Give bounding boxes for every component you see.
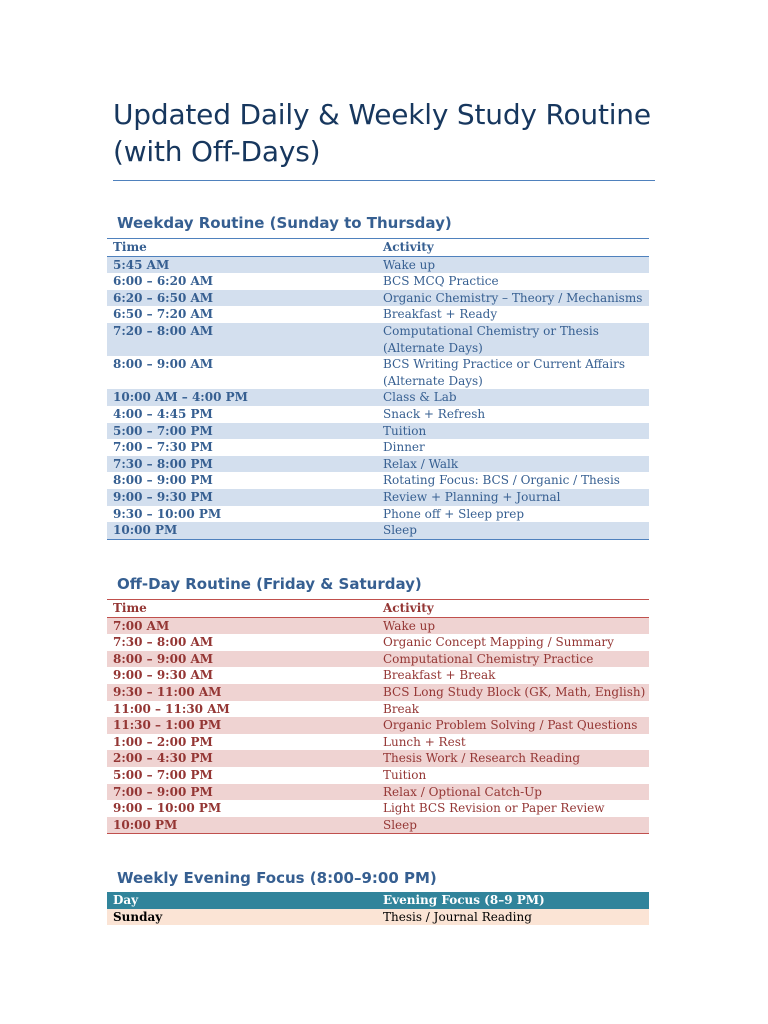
time-cell: 9:00 – 9:30 AM (113, 668, 214, 683)
table-row (107, 667, 649, 684)
activity-cell: Snack + Refresh (383, 406, 486, 421)
table-row (107, 617, 649, 634)
table-row (107, 439, 649, 456)
activity-cell: Wake up (383, 618, 436, 633)
activity-column-header: Activity (377, 600, 649, 618)
time-cell: 8:00 – 9:00 AM (113, 357, 214, 372)
activity-cell: Sleep (377, 522, 649, 539)
table-row (107, 306, 649, 323)
time-cell: 2:00 – 4:30 PM (113, 751, 213, 766)
evening-focus-heading: Weekly Evening Focus (8:00–9:00 PM) (117, 869, 437, 887)
table-row (107, 909, 649, 926)
time-cell: 6:20 – 6:50 AM (113, 290, 214, 305)
focus-column-header: Evening Focus (8–9 PM) (377, 892, 649, 909)
table-row (107, 817, 649, 834)
table-row (107, 472, 649, 489)
table-row (107, 456, 649, 473)
table-row (107, 784, 649, 801)
activity-cell: Computational Chemistry or Thesis (Alternate Days) (383, 323, 599, 355)
table-row (107, 634, 649, 651)
time-cell: 8:00 – 9:00 AM (113, 651, 214, 666)
table-header-row (107, 239, 649, 257)
activity-cell: Organic Chemistry – Theory / Mechanisms (383, 290, 643, 305)
time-cell: 7:20 – 8:00 AM (113, 323, 214, 338)
time-cell: 5:45 AM (113, 257, 170, 272)
table-row (107, 356, 649, 389)
activity-cell: Phone off + Sleep prep (383, 506, 525, 521)
table-row (107, 717, 649, 734)
table-row (107, 522, 649, 539)
activity-column-header: Activity (377, 239, 649, 257)
time-cell: 1:00 – 2:00 PM (113, 734, 213, 749)
table-row (107, 506, 649, 523)
table-row (107, 273, 649, 290)
activity-cell: BCS Writing Practice or Current Affairs (Alternate Days) (383, 357, 625, 388)
activity-cell: Sleep (377, 817, 649, 834)
table-row (107, 389, 649, 406)
activity-cell: Organic Concept Mapping / Summary (383, 635, 614, 650)
time-column-header: Time (107, 600, 377, 618)
time-cell: 10:00 AM – 4:00 PM (113, 390, 248, 405)
table-row (107, 800, 649, 817)
title-underline (113, 180, 655, 181)
day-column-header: Day (107, 892, 377, 909)
time-cell: 8:00 – 9:00 PM (113, 473, 213, 488)
table-row (107, 423, 649, 440)
activity-cell: BCS Long Study Block (GK, Math, English) (383, 684, 646, 699)
time-cell: 7:30 – 8:00 AM (113, 635, 214, 650)
table-row (107, 701, 649, 718)
time-cell: 5:00 – 7:00 PM (113, 767, 213, 782)
time-cell: 9:00 – 10:00 PM (113, 801, 222, 816)
activity-cell: Thesis Work / Research Reading (383, 751, 580, 766)
table-row (107, 767, 649, 784)
activity-cell: Computational Chemistry Practice (383, 651, 594, 666)
document-title: Updated Daily & Weekly Study Routine (with Off-Days) (113, 98, 651, 168)
activity-cell: BCS MCQ Practice (383, 274, 499, 289)
time-cell: 7:00 AM (113, 618, 170, 633)
weekday-heading: Weekday Routine (Sunday to Thursday) (117, 214, 452, 232)
table-row (107, 651, 649, 668)
offday-table (107, 599, 649, 834)
activity-cell: Class & Lab (383, 390, 457, 405)
time-cell: 5:00 – 7:00 PM (113, 423, 213, 438)
time-cell: 10:00 PM (107, 522, 377, 539)
activity-cell: Tuition (383, 767, 427, 782)
activity-cell: Break (383, 701, 420, 716)
time-cell: 7:00 – 9:00 PM (113, 784, 213, 799)
activity-cell: Organic Problem Solving / Past Questions (383, 718, 638, 733)
day-cell: Sunday (107, 909, 377, 926)
activity-cell: Rotating Focus: BCS / Organic / Thesis (383, 473, 620, 488)
time-cell: 7:30 – 8:00 PM (113, 456, 213, 471)
activity-cell: Review + Planning + Journal (383, 489, 561, 504)
time-cell: 6:50 – 7:20 AM (113, 307, 214, 322)
activity-cell: Breakfast + Break (383, 668, 496, 683)
time-cell: 9:30 – 10:00 PM (113, 506, 222, 521)
table-row (107, 684, 649, 701)
time-cell: 11:00 – 11:30 AM (113, 701, 230, 716)
activity-cell: Light BCS Revision or Paper Review (383, 801, 605, 816)
table-row (107, 734, 649, 751)
offday-heading: Off-Day Routine (Friday & Saturday) (117, 575, 422, 593)
table-row (107, 256, 649, 273)
time-cell: 7:00 – 7:30 PM (113, 440, 213, 455)
activity-cell: Relax / Optional Catch-Up (383, 784, 542, 799)
table-header-row (107, 600, 649, 618)
table-header-row (107, 892, 649, 909)
activity-cell: Relax / Walk (383, 456, 459, 471)
time-cell: 10:00 PM (107, 817, 377, 834)
time-column-header: Time (107, 239, 377, 257)
time-cell: 11:30 – 1:00 PM (113, 718, 222, 733)
activity-cell: Breakfast + Ready (383, 307, 498, 322)
weekday-table (107, 238, 649, 540)
table-row (107, 489, 649, 506)
table-row (107, 750, 649, 767)
table-row (107, 323, 649, 356)
evening-focus-table (107, 892, 649, 925)
activity-cell: Tuition (383, 423, 427, 438)
activity-cell: Wake up (383, 257, 436, 272)
table-row (107, 290, 649, 307)
activity-cell: Dinner (383, 440, 425, 455)
time-cell: 4:00 – 4:45 PM (113, 406, 213, 421)
time-cell: 6:00 – 6:20 AM (113, 274, 214, 289)
time-cell: 9:30 – 11:00 AM (113, 684, 222, 699)
activity-cell: Lunch + Rest (383, 734, 466, 749)
time-cell: 9:00 – 9:30 PM (113, 489, 213, 504)
table-row (107, 406, 649, 423)
focus-cell: Thesis / Journal Reading (377, 909, 649, 926)
